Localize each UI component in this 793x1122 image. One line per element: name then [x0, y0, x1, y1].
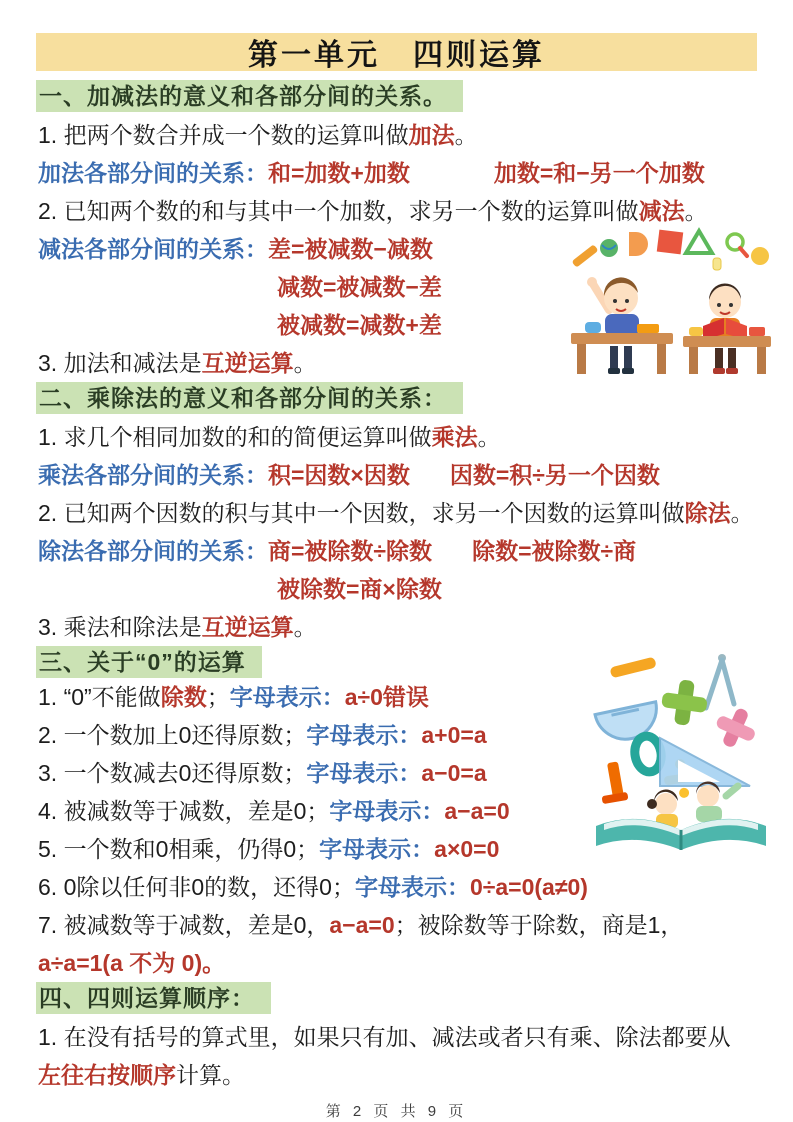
text-segment: 1. 求几个相同加数的和的简便运算叫做 — [38, 424, 432, 450]
text-segment: 3. 乘法和除法是 — [38, 614, 202, 640]
text-segment: 加法 — [408, 122, 455, 148]
section-heading-3-label: 三、关于“0”的运算 — [36, 646, 262, 678]
text-segment: 左往右按顺序 — [38, 1062, 176, 1088]
formula: a−0=a — [421, 760, 487, 786]
text-segment: 字母表示： — [354, 874, 470, 900]
text-segment: 2. 已知两个数的和与其中一个加数，求另一个数的运算叫做 — [38, 198, 639, 224]
text-segment: 1. “0”不能做 — [38, 684, 161, 710]
text-segment: 7. 被减数等于减数，差是0， — [38, 912, 330, 938]
text-segment: 。 — [730, 500, 754, 526]
text-segment: 字母表示： — [306, 722, 422, 748]
formula: 被除数=商×除数 — [277, 576, 442, 602]
text-segment: 。 — [684, 198, 708, 224]
line-inverse-mul-div — [38, 608, 755, 646]
text-segment: 乘法 — [431, 424, 478, 450]
formula: 加数=和−另一个加数 — [493, 160, 705, 186]
section-heading-4 — [36, 982, 757, 1014]
formula: a÷a=1(a 不为 0)。 — [38, 950, 226, 976]
text-segment: 互逆运算 — [201, 614, 294, 640]
section-heading-1 — [36, 80, 757, 112]
triangle-ruler-icon — [686, 231, 712, 253]
compass-icon — [706, 654, 734, 708]
bulb-icon — [713, 258, 721, 270]
text-segment: 除法各部分间的关系： — [38, 538, 268, 564]
globe-icon — [600, 239, 618, 257]
text-segment: 6. 0除以任何非0的数，还得0； — [38, 874, 355, 900]
open-book-icon — [596, 819, 766, 850]
text-segment: 1. 在没有括号的算式里，如果只有加、减法或者只有乘、除法都要从 — [38, 1024, 731, 1050]
text-segment: 。 — [293, 350, 317, 376]
formula: 积=因数×因数 — [268, 462, 410, 488]
line-zero-rule-6 — [38, 868, 755, 906]
section-heading-2 — [36, 382, 757, 414]
line-dividend-formula — [38, 570, 755, 608]
section-2-body — [38, 414, 755, 646]
formula: a×0=0 — [434, 836, 500, 862]
text-segment: 2. 已知两个因数的积与其中一个因数，求另一个因数的运算叫做 — [38, 500, 685, 526]
line-order-rule-1 — [38, 1018, 755, 1056]
minus-icon — [609, 657, 656, 679]
formula: 0÷a=0(a≠0) — [469, 874, 588, 900]
text-segment: 。 — [477, 424, 501, 450]
formula: a−a=0 — [444, 798, 510, 824]
text-segment: 字母表示： — [319, 836, 435, 862]
text-segment: 减法 — [638, 198, 685, 224]
unit-title-banner — [36, 33, 757, 71]
formula: 因数=积÷另一个因数 — [449, 462, 660, 488]
line-subtraction-definition — [38, 192, 755, 230]
text-segment: 3. 一个数减去0还得原数； — [38, 760, 307, 786]
text-segment: 除法 — [684, 500, 731, 526]
page-title: 第一单元 四则运算 — [248, 39, 545, 72]
text-segment: 乘法各部分间的关系： — [38, 462, 268, 488]
line-order-rule-1-continued — [38, 1056, 755, 1094]
section-heading-2-label: 二、乘除法的意义和各部分间的关系： — [36, 382, 463, 414]
ball-icon — [751, 247, 769, 265]
text-segment: 字母表示： — [229, 684, 345, 710]
formula: a÷0错误 — [344, 684, 429, 710]
pencil-icon — [572, 244, 599, 268]
formula: 被减数=减数+差 — [277, 312, 442, 338]
formula: 除数=被除数÷商 — [472, 538, 637, 564]
text-segment: ； — [206, 684, 230, 710]
text-segment: 计算。 — [176, 1062, 245, 1088]
text-segment: 字母表示： — [329, 798, 445, 824]
formula: 商=被除数÷除数 — [268, 538, 433, 564]
math-symbols-book-illustration — [586, 646, 776, 864]
text-segment: 2. 一个数加上0还得原数； — [38, 722, 307, 748]
line-addition-definition — [38, 116, 755, 154]
text-segment: 减法各部分间的关系： — [38, 236, 268, 262]
formula: a−a=0 — [329, 912, 395, 938]
text-segment: 字母表示： — [306, 760, 422, 786]
one-icon — [602, 761, 629, 804]
text-segment: 除数 — [160, 684, 207, 710]
kids-at-desks-illustration — [563, 226, 775, 378]
line-multiplication-definition — [38, 418, 755, 456]
section-heading-1-label: 一、加减法的意义和各部分间的关系。 — [36, 80, 463, 112]
magnifier-icon — [727, 234, 747, 256]
line-zero-rule-7 — [38, 906, 755, 944]
text-segment: 。 — [454, 122, 478, 148]
page-number-footer: 第 2 页 共 9 页 — [325, 1103, 468, 1120]
set-square-icon — [660, 738, 750, 786]
boy-figure — [696, 782, 738, 822]
formula: 差=被减数−减数 — [268, 236, 433, 262]
text-segment: 。 — [293, 614, 317, 640]
line-division-relations — [38, 532, 755, 570]
plus-icon — [659, 677, 710, 728]
section-heading-4-label: 四、四则运算顺序： — [36, 982, 271, 1014]
text-segment: 互逆运算 — [201, 350, 294, 376]
line-addition-relations — [38, 154, 755, 192]
text-segment: 1. 把两个数合并成一个数的运算叫做 — [38, 122, 409, 148]
protractor-icon — [629, 232, 648, 256]
formula: 减数=被减数−差 — [277, 274, 442, 300]
red-square-icon — [657, 230, 684, 255]
multiply-icon — [710, 702, 763, 755]
text-segment: 5. 一个数和0相乘，仍得0； — [38, 836, 320, 862]
section-4-body — [38, 1014, 755, 1094]
formula: 和=加数+加数 — [268, 160, 410, 186]
text-segment: 加法各部分间的关系： — [38, 160, 268, 186]
text-segment: 3. 加法和减法是 — [38, 350, 202, 376]
text-segment: 4. 被减数等于减数，差是0； — [38, 798, 330, 824]
line-division-definition — [38, 494, 755, 532]
line-zero-rule-7-continued — [38, 944, 755, 982]
text-segment: ；被除数等于除数，商是1， — [394, 912, 684, 938]
line-multiplication-relations — [38, 456, 755, 494]
formula: a+0=a — [421, 722, 487, 748]
